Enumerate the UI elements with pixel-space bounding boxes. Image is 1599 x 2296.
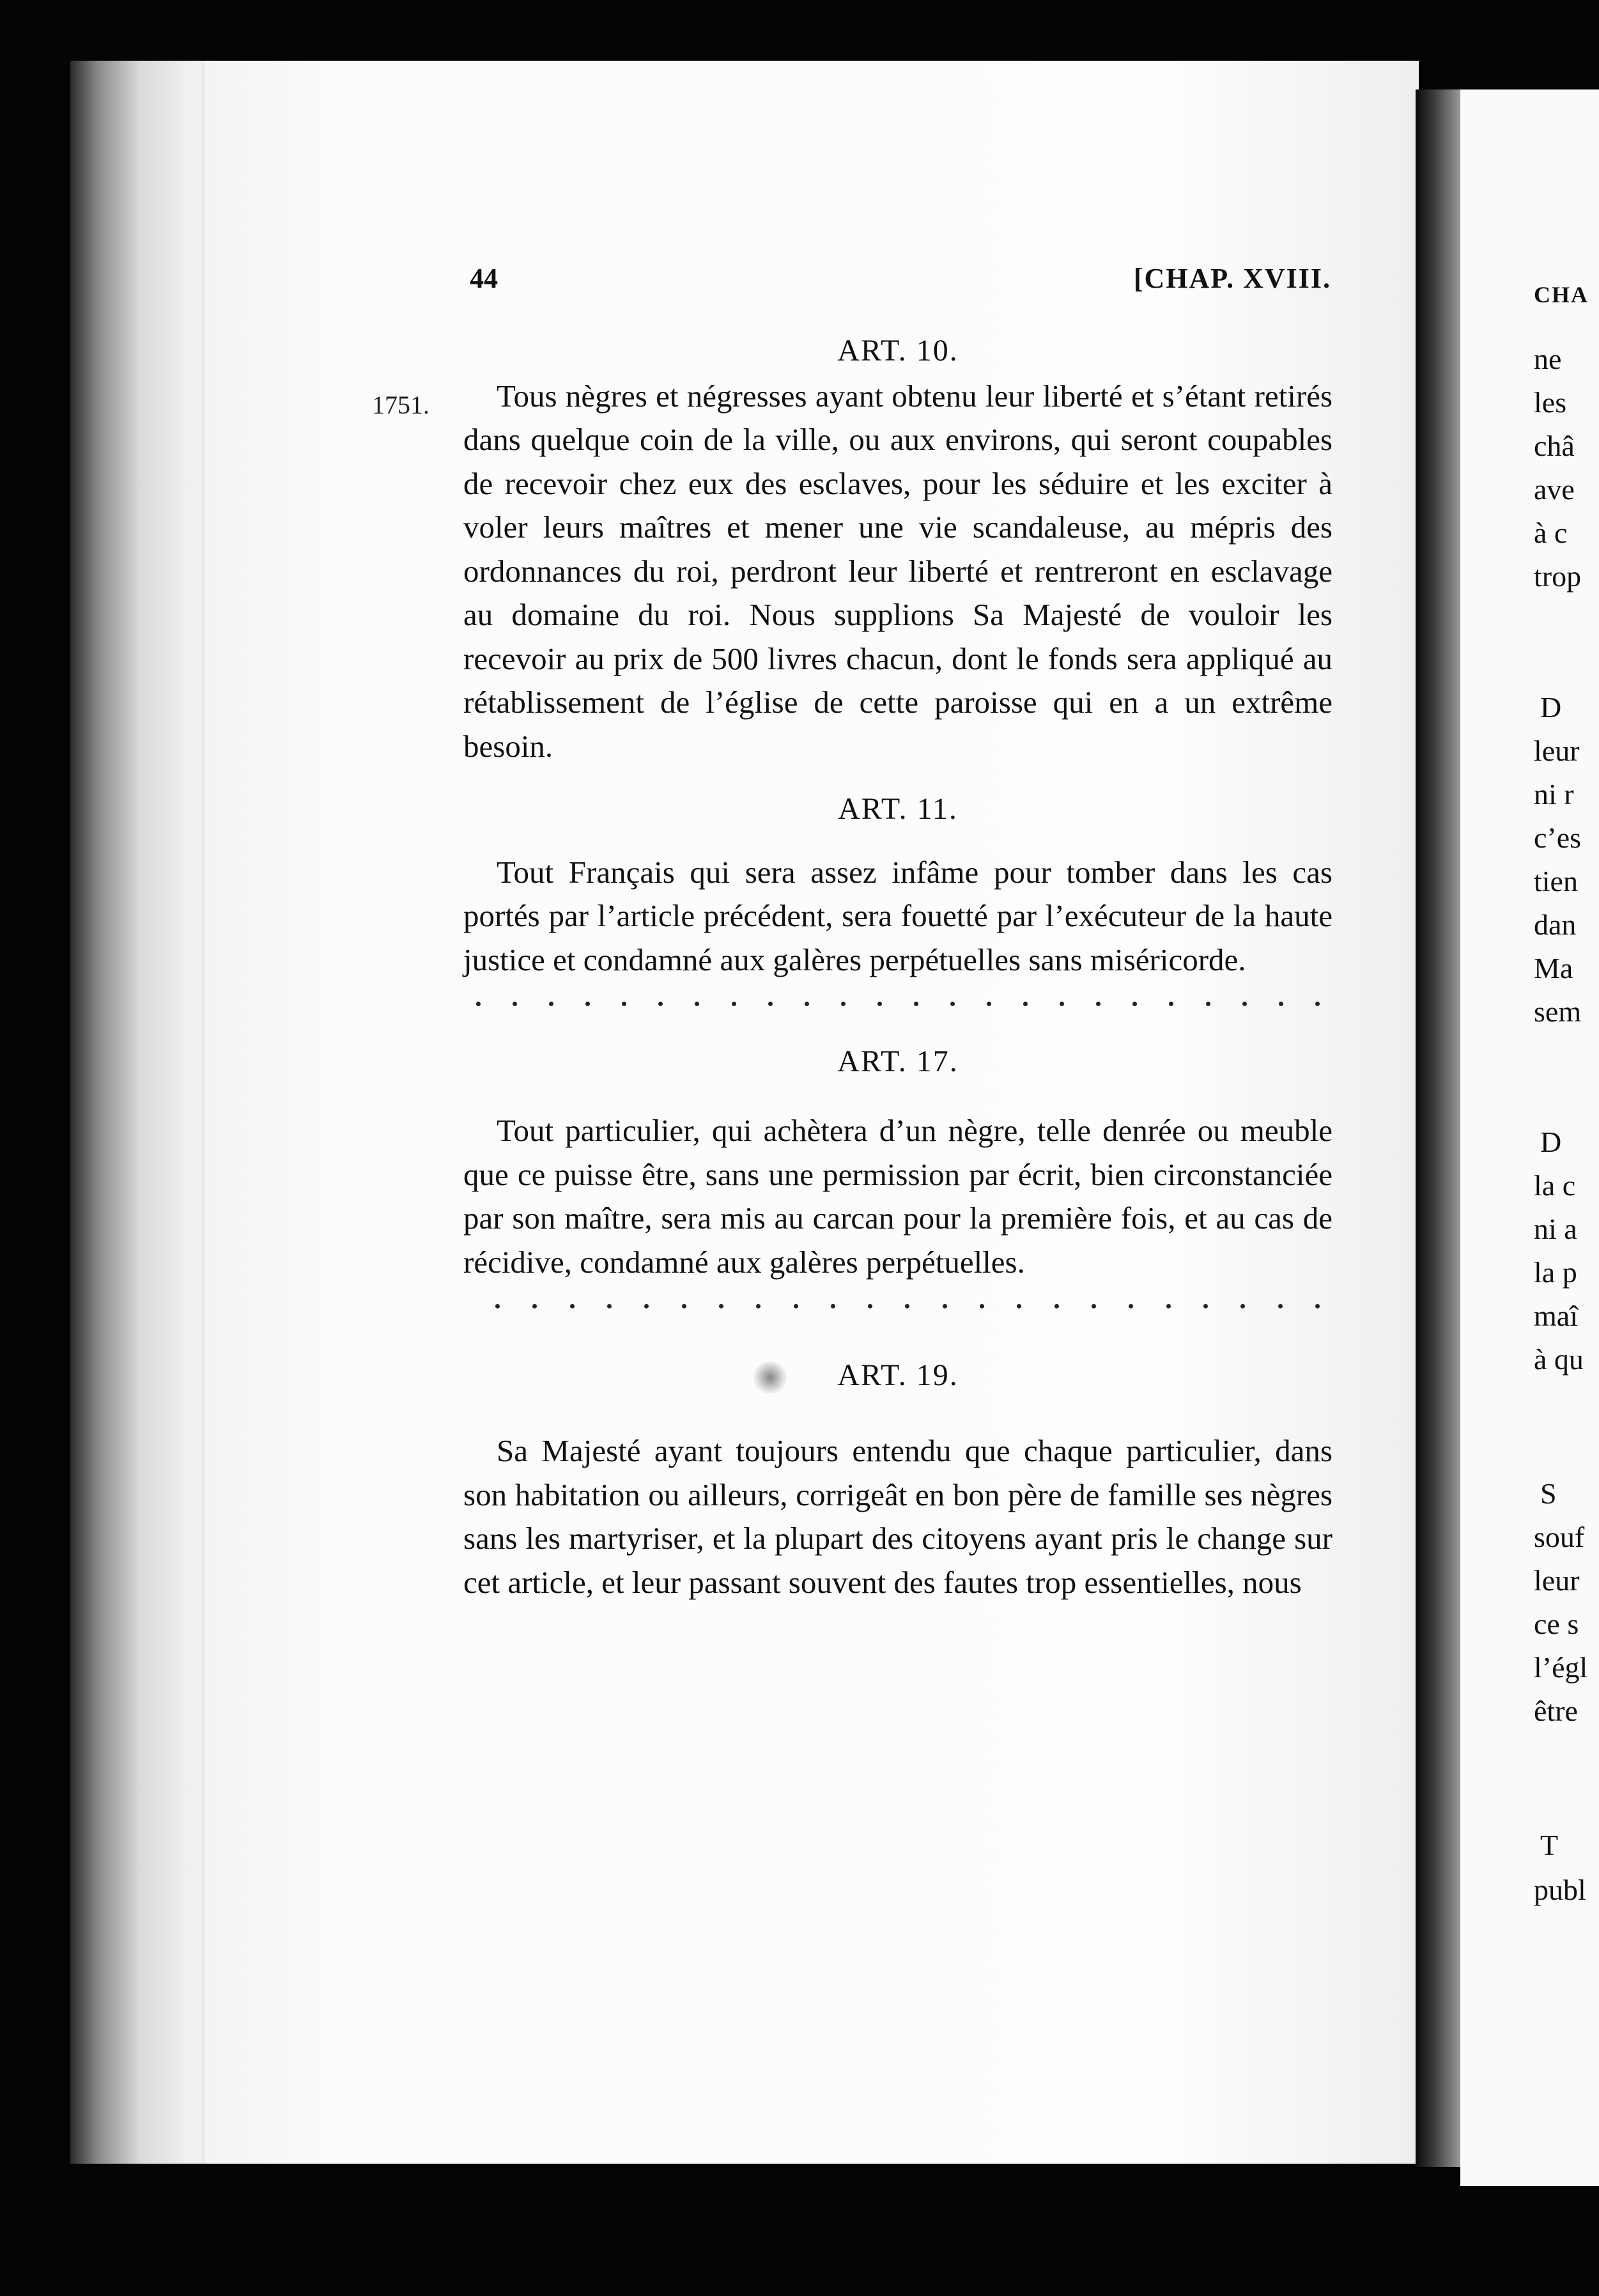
- facing-page-line: D: [1540, 1126, 1562, 1158]
- facing-page-line: châ: [1534, 430, 1575, 462]
- facing-page-fragment: [1460, 89, 1599, 2186]
- facing-page-line: ce s: [1534, 1608, 1579, 1640]
- facing-page-line: sem: [1534, 995, 1582, 1028]
- chapter-reference: [CHAP. XVIII.: [1133, 263, 1331, 294]
- facing-page-line: leur: [1534, 734, 1580, 767]
- facing-page-line: la p: [1534, 1256, 1577, 1289]
- facing-page-line: tien: [1534, 865, 1578, 897]
- facing-page-line: ni r: [1534, 778, 1574, 811]
- running-head: [470, 262, 1331, 300]
- book-page-edges: [70, 61, 224, 2164]
- article-body: Tout Français qui sera assez infâme pour tomber dans les cas portés par l’article précédent, sera fouetté par l’exécuteur de la haute justice et condamné aux galères perpétuelles sans miséricorde.: [463, 854, 1332, 977]
- facing-page-line: souf: [1534, 1521, 1585, 1553]
- facing-page-line: l’égl: [1534, 1651, 1588, 1684]
- ellipsis-divider: [463, 982, 1332, 1026]
- article-heading: ART. 10.: [837, 334, 959, 368]
- facing-page-line: à qu: [1534, 1343, 1584, 1376]
- facing-page-line: c’es: [1534, 821, 1582, 854]
- facing-page-line: publ: [1534, 1873, 1586, 1906]
- facing-page-line: ni a: [1534, 1213, 1577, 1245]
- facing-page-line: à c: [1534, 516, 1568, 549]
- article-body: Sa Majesté ayant toujours entendu que chaque particulier, dans son habitation ou ailleurs, corrigeât en bon père de famille ses nègres sans les martyriser, et la plupart des citoyens ayant pris le change sur cet article, et leur passant souvent des fautes trop essentielles, nous: [463, 1433, 1332, 1600]
- facing-page-line: ave: [1534, 473, 1575, 506]
- facing-page-line: les: [1534, 386, 1567, 419]
- facing-page-line: T: [1540, 1829, 1559, 1861]
- facing-page-line: être: [1534, 1695, 1578, 1727]
- facing-page-line: leur: [1534, 1564, 1580, 1597]
- margin-year-note: 1751.: [372, 391, 429, 419]
- facing-page-running-head: CHA: [1534, 282, 1589, 307]
- book-gutter: [1416, 89, 1460, 2167]
- facing-page-line: S: [1540, 1477, 1557, 1510]
- facing-page-line: dan: [1534, 908, 1577, 941]
- page-body: [463, 329, 1332, 1604]
- article-body: Tout particulier, qui achètera d’un nègre, telle denrée ou meuble que ce puisse être, sans une permission par écrit, bien circonstanciée par son maître, sera mis au carcan pour la première fois, et au cas de récidive, condamné aux galères perpétuelles.: [463, 1113, 1332, 1280]
- facing-page-line: Ma: [1534, 952, 1573, 984]
- facing-page-line: ne: [1534, 343, 1562, 375]
- facing-page-line: maî: [1534, 1299, 1578, 1332]
- ink-blot: [751, 1361, 789, 1393]
- article-heading: ART. 17.: [837, 1044, 959, 1078]
- facing-page-line: la c: [1534, 1169, 1576, 1202]
- article-body: Tous nègres et négresses ayant obtenu leur liberté et s’étant retirés dans quelque coin de la ville, ou aux environs, qui seront coupables de recevoir chez eux des esclaves, pour les séduire et les exciter à voler leurs maîtres et mener une vie scandaleuse, au mépris des ordonnances du roi, perdront leur liberté et rentreront en esclavage au domaine du roi. Nous supplions Sa Majesté de vouloir les recevoir au prix de 500 livres chacun, dont le fonds sera appliqué au rétablissement de l’église de cette paroisse qui en a un extrême besoin.: [463, 378, 1332, 764]
- facing-page-line: D: [1540, 691, 1562, 724]
- article-heading: ART. 11.: [838, 792, 958, 826]
- page-number: 44: [470, 263, 498, 294]
- facing-page-line: trop: [1534, 560, 1582, 593]
- ellipsis-divider: [463, 1284, 1332, 1328]
- article-heading: ART. 19.: [837, 1358, 959, 1392]
